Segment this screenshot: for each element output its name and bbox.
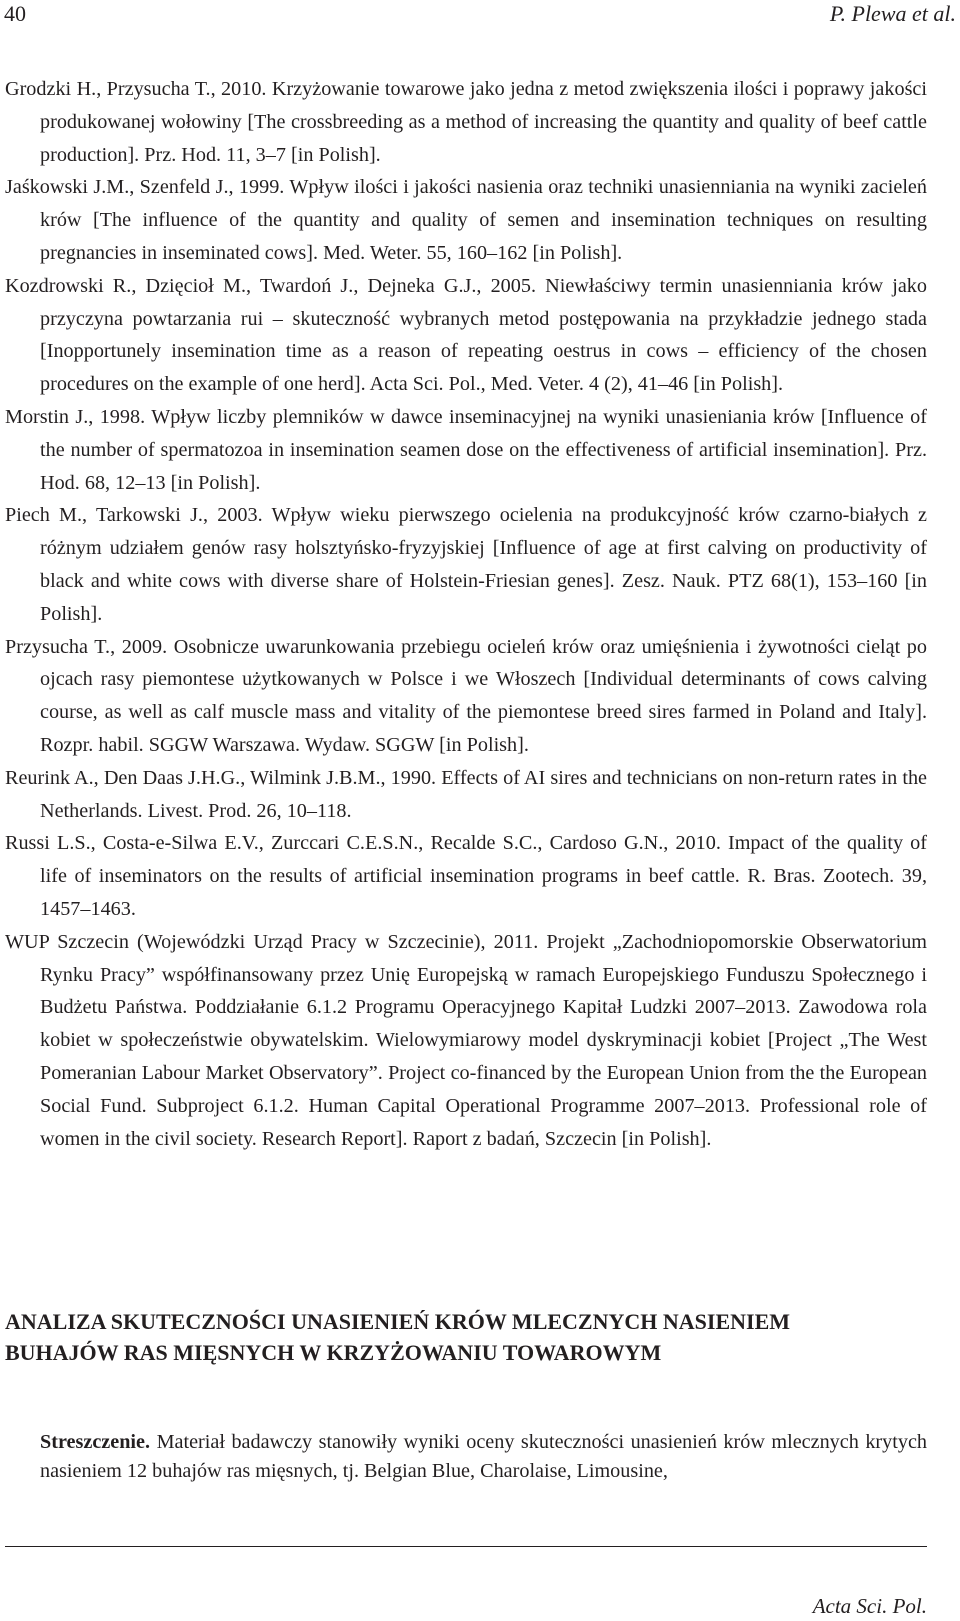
- abstract: [40, 1428, 927, 1486]
- reference-item: WUP Szczecin (Wojewódzki Urząd Pracy w Szczecinie), 2011. Projekt „Zachodniopomorskie Obserwatorium Rynku Pracy” współfinansowany przez Unię Europejską w ramach Europejskiego Funduszu Społecznego i Budżetu Państwa. Poddziałanie 6.1.2 Programu Operacyjnego Kapitał Ludzki 2007–2013. Zawodowa rola kobiet w społeczeństwie obywatelskim. Wielowymiarowy model dyskryminacji kobiet [Project „The West Pomeranian Labour Market Observatory”. Project co-financed by the European Union from the the European Social Fund. Subproject 6.1.2. Human Capital Operational Programme 2007–2013. Professional role of women in the civil society. Research Report]. Raport z badań, Szczecin [in Polish].: [5, 930, 927, 1150]
- abstract-text: Materiał badawczy stanowiły wyniki oceny skuteczności unasienień krów mlecznych krytych nasieniem 12 buhajów ras mięsnych, tj. Belgian Blue, Charolaise, Limousine,: [40, 1431, 928, 1482]
- section-title: ANALIZA SKUTECZNOŚCI UNASIENIEŃ KRÓW MLECZNYCH NASIENIEM BUHAJÓW RAS MIĘSNYCH W KRZYŻOWANIU TOWAROWYM: [5, 1309, 791, 1365]
- running-head: P. Plewa et al.: [829, 1, 956, 26]
- reference-item: Jaśkowski J.M., Szenfeld J., 1999. Wpływ ilości i jakości nasienia oraz techniki unasienniania na wyniki zacieleń krów [The influence of the quantity and quality of semen and insemination techniques on resulting pregnancies in inseminated cows]. Med. Weter. 55, 160–162 [in Polish].: [5, 176, 927, 264]
- abstract-label: Streszczenie.: [40, 1431, 151, 1453]
- reference-list: [5, 73, 927, 1155]
- reference-item: Morstin J., 1998. Wpływ liczby plemników w dawce inseminacyjnej na wyniki unasieniania krów [Influence of the number of spermatozoa in insemination seamen dose on the effectiveness of artificial insemination]. Prz. Hod. 68, 12–13 [in Polish].: [5, 405, 927, 494]
- journal-name: Acta Sci. Pol.: [812, 1594, 927, 1618]
- reference-item: Kozdrowski R., Dzięcioł M., Twardoń J., Dejneka G.J., 2005. Niewłaściwy termin unasienniania krów jako przyczyna powtarzania rui – skuteczność wybranych metod postępowania na przykładzie jednego stada [Inopportunely insemination time as a reason of repeating oestrus in cows – efficiency of the chosen procedures on the example of one herd]. Acta Sci. Pol., Med. Veter. 4 (2), 41–46 [in Polish].: [5, 274, 927, 396]
- reference-item: Grodzki H., Przysucha T., 2010. Krzyżowanie towarowe jako jedna z metod zwiększenia ilości i poprawy jakości produkowanej wołowiny [The crossbreeding as a method of increasing the quantity and quality of beef cattle production]. Prz. Hod. 11, 3–7 [in Polish].: [5, 78, 927, 166]
- reference-item: Przysucha T., 2009. Osobnicze uwarunkowania przebiegu ocieleń krów oraz umięśnienia i żywotności cieląt po ojcach rasy piemontese użytkowanych w Polsce i we Włoszech [Individual determinants of cows calving course, as well as calf muscle mass and vitality of the piemontese breed sires farmed in Poland and Italy]. Rozpr. habil. SGGW Warszawa. Wydaw. SGGW [in Polish].: [5, 635, 927, 756]
- page-number: 40: [4, 1, 26, 26]
- reference-item: Piech M., Tarkowski J., 2003. Wpływ wieku pierwszego ocielenia na produkcyjność krów czarno-białych z różnym udziałem genów rasy holsztyńsko-fryzyjskiej [Influence of age at first calving on productivity of black and white cows with diverse share of Holstein-Friesian genes]. Zesz. Nauk. PTZ 68(1), 153–160 [in Polish].: [5, 504, 927, 625]
- footer-divider: [5, 1546, 927, 1547]
- reference-item: Russi L.S., Costa-e-Silwa E.V., Zurccari C.E.S.N., Recalde S.C., Cardoso G.N., 2010. Impact of the quality of life of inseminators on the results of artificial insemination programs in beef cattle. R. Bras. Zootech. 39, 1457–1463.: [5, 832, 927, 920]
- reference-item: Reurink A., Den Daas J.H.G., Wilmink J.B.M., 1990. Effects of AI sires and technicians on non-return rates in the Netherlands. Livest. Prod. 26, 10–118.: [5, 766, 927, 822]
